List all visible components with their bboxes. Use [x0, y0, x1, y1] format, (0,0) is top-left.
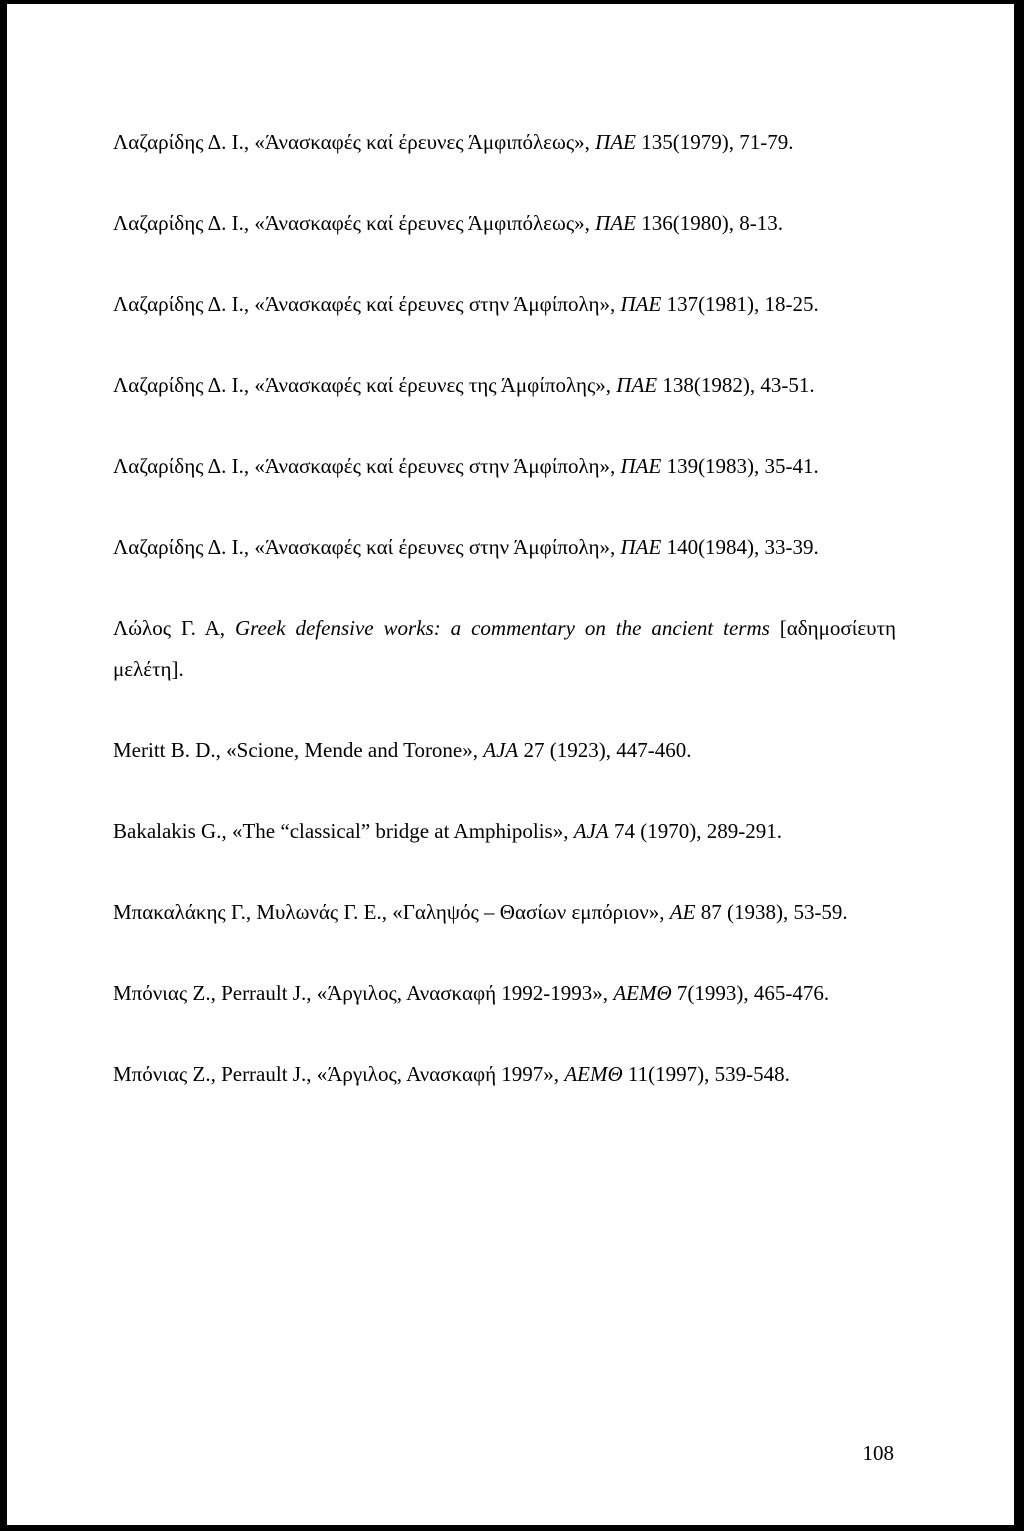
reference-entry: [113, 527, 896, 568]
reference-entry: [113, 284, 896, 325]
reference-author: Μπακαλάκης Γ., Μυλωνάς Γ. Ε.,: [113, 900, 393, 924]
reference-journal: AJA: [483, 738, 519, 762]
reference-title: «Scione, Mende and Torone»,: [226, 738, 484, 762]
reference-entry: [113, 973, 896, 1014]
reference-details: 74 (1970), 289-291.: [608, 819, 782, 843]
reference-entry: [113, 1054, 896, 1095]
reference-journal: ΠΑΕ: [620, 535, 662, 559]
reference-title: «Άνασκαφές καί έρευνες Άμφιπόλεως»,: [254, 130, 596, 154]
reference-entry: [113, 608, 896, 690]
reference-journal: AJA: [573, 819, 609, 843]
reference-author: Μπόνιας Ζ., Perrault J.,: [113, 981, 317, 1005]
reference-title: «Γαληψός – Θασίων εμπόριον»,: [392, 900, 670, 924]
reference-title: «Άργιλος, Ανασκαφή 1992-1993»,: [316, 981, 614, 1005]
bibliography-list: [113, 122, 896, 1135]
reference-entry: [113, 365, 896, 406]
reference-author: Λώλος Γ. Α,: [113, 616, 236, 640]
reference-details: 139(1983), 35-41.: [661, 454, 819, 478]
reference-title: Greek defensive works: a commentary on the ancient terms: [235, 616, 770, 640]
reference-details: 87 (1938), 53-59.: [695, 900, 848, 924]
reference-journal: ΑΕΜΘ: [613, 981, 672, 1005]
reference-title: «The “classical” bridge at Amphipolis»,: [231, 819, 574, 843]
reference-details: 136(1980), 8-13.: [635, 211, 783, 235]
reference-author: Meritt B. D.,: [113, 738, 227, 762]
reference-author: Λαζαρίδης Δ. Ι.,: [113, 292, 255, 316]
reference-entry: [113, 730, 896, 771]
reference-entry: [113, 122, 896, 163]
reference-title: «Άνασκαφές καί έρευνες Άμφιπόλεως»,: [254, 211, 596, 235]
page-number: 108: [862, 1441, 894, 1465]
reference-journal: ΠΑΕ: [595, 130, 636, 154]
reference-details: 138(1982), 43-51.: [657, 373, 815, 397]
reference-journal: ΠΑΕ: [616, 373, 658, 397]
reference-entry: [113, 446, 896, 487]
reference-author: Λαζαρίδης Δ. Ι.,: [113, 130, 255, 154]
reference-details: 140(1984), 33-39.: [661, 535, 819, 559]
reference-journal: ΑΕΜΘ: [564, 1062, 623, 1086]
reference-details: 7(1993), 465-476.: [671, 981, 830, 1005]
reference-title: «Άνασκαφές καί έρευνες στην Άμφίπολη»,: [254, 454, 621, 478]
reference-details: 27 (1923), 447-460.: [518, 738, 692, 762]
reference-author: Λαζαρίδης Δ. Ι.,: [113, 211, 255, 235]
reference-author: Λαζαρίδης Δ. Ι.,: [113, 454, 255, 478]
reference-entry: [113, 892, 896, 933]
reference-entry: [113, 203, 896, 244]
reference-journal: ΠΑΕ: [595, 211, 636, 235]
reference-entry: [113, 811, 896, 852]
reference-title: «Άνασκαφές καί έρευνες στην Άμφίπολη»,: [254, 535, 621, 559]
scan-border-left: [0, 0, 7, 1531]
reference-journal: ΠΑΕ: [620, 292, 662, 316]
reference-author: Λαζαρίδης Δ. Ι.,: [113, 373, 255, 397]
reference-title: «Άνασκαφές καί έρευνες της Άμφίπολης»,: [254, 373, 617, 397]
reference-details: [αδημοσίευτη μελέτη].: [113, 616, 896, 681]
reference-author: Μπόνιας Ζ., Perrault J.,: [113, 1062, 317, 1086]
scan-border-bottom: [0, 1525, 1024, 1531]
reference-journal: ΠΑΕ: [620, 454, 662, 478]
reference-author: Λαζαρίδης Δ. Ι.,: [113, 535, 255, 559]
reference-details: 135(1979), 71-79.: [635, 130, 794, 154]
reference-details: 11(1997), 539-548.: [622, 1062, 790, 1086]
scan-border-right: [1014, 0, 1024, 1531]
reference-author: Bakalakis G.,: [113, 819, 232, 843]
scan-border-top: [0, 0, 1024, 4]
reference-title: «Άργιλος, Ανασκαφή 1997»,: [316, 1062, 565, 1086]
reference-title: «Άνασκαφές καί έρευνες στην Άμφίπολη»,: [254, 292, 621, 316]
reference-details: 137(1981), 18-25.: [661, 292, 819, 316]
reference-journal: ΑΕ: [669, 900, 696, 924]
